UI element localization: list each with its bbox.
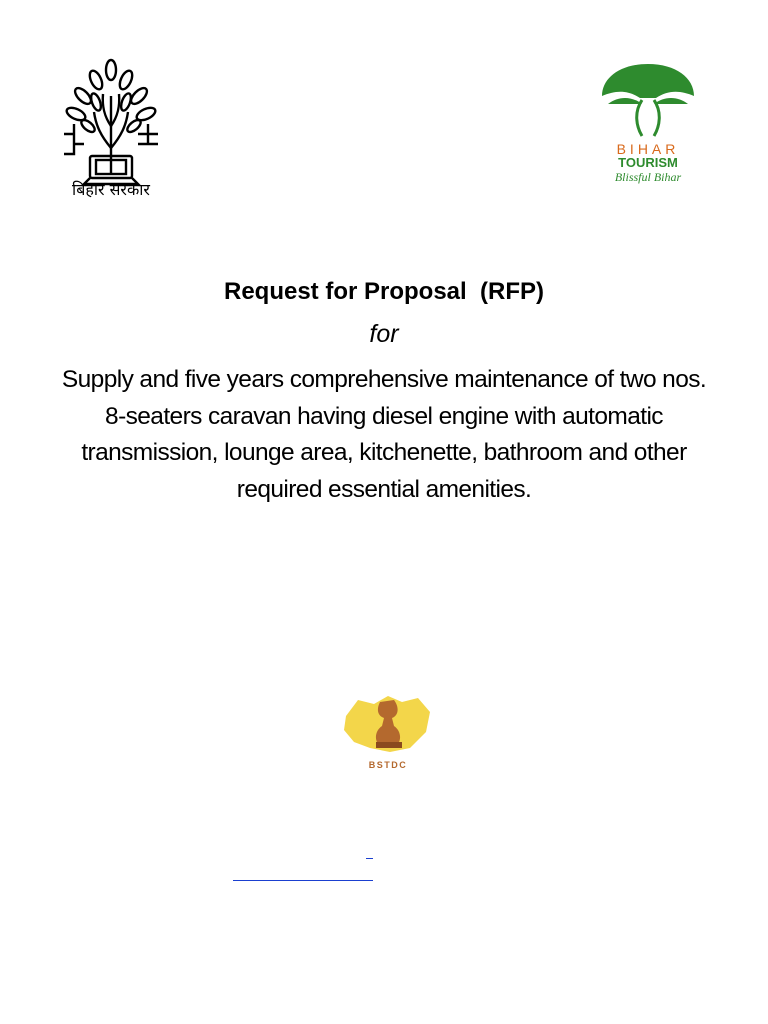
rfp-description: Supply and five years comprehensive maintenance of two nos. 8-seaters caravan having diesel engine with automatic transmission, lounge area, kitchenette, bathroom and other required essential amenities. [61, 366, 707, 503]
rfp-title: Request for Proposal (RFP) [223, 278, 545, 305]
link-underline[interactable] [233, 880, 373, 881]
link-underline-short[interactable] [366, 858, 373, 859]
tourism-tourism-text: TOURISM [618, 155, 678, 170]
tourism-bihar-text: BIHAR [616, 141, 680, 157]
bihar-tourism-logo-icon [598, 56, 698, 188]
bstdc-text: BSTDC [368, 760, 408, 770]
tourism-tagline: Blissful Bihar [614, 170, 682, 184]
rfp-subtitle: for [369, 320, 399, 348]
bihar-sarkar-label: बिहार सरकार [72, 180, 150, 199]
bstdc-logo-icon [340, 686, 436, 776]
